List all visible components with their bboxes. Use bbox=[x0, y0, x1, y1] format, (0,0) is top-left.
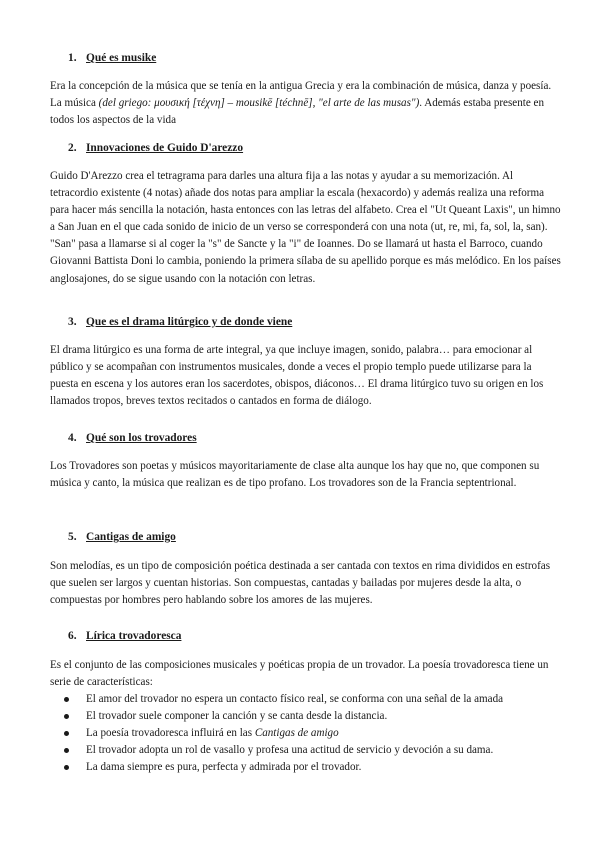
list-item bbox=[50, 708, 562, 725]
paragraph-text: . Además estaba presente en todos los aspectos de la vida bbox=[50, 97, 545, 127]
section-title: Qué son los trovadores bbox=[86, 432, 197, 444]
section-heading-2 bbox=[68, 142, 243, 154]
list-item-text: El trovador suele componer la canción y se canta desde la distancia. bbox=[86, 710, 388, 723]
section-number: 6. bbox=[68, 630, 77, 642]
list-item bbox=[50, 725, 562, 742]
section-paragraph-3: El drama litúrgico es una forma de arte integral, ya que incluye imagen, sonido, palabra… para emocionar al público y se acompañan con instrumentos musicales, donde a veces el propio templo puede utilizarse para la puesta en escena y los autores eran los sacerdotes, obispos, diáconos… El drama litúrgico tuvo su origen en los llamados tropos, breves textos recitados o cantados en forma de diálogo. bbox=[50, 344, 544, 408]
section-title: Cantigas de amigo bbox=[86, 531, 176, 543]
list-item-text: El amor del trovador no espera un contacto físico real, se conforma con una señal de la amada bbox=[86, 693, 504, 705]
section-number: 1. bbox=[68, 52, 77, 64]
bullet-icon bbox=[64, 731, 69, 736]
characteristics-list bbox=[50, 691, 562, 776]
section-paragraph-1 bbox=[50, 78, 562, 129]
list-item-text: La poesía trovadoresca influirá en las bbox=[86, 727, 255, 740]
section-heading-4 bbox=[68, 432, 197, 444]
bullet-icon bbox=[64, 714, 69, 719]
list-item-text: La dama siempre es pura, perfecta y admirada por el trovador. bbox=[86, 761, 362, 774]
section-title: Que es el drama litúrgico y de donde viene bbox=[86, 316, 293, 328]
list-item-italic-text: Cantigas de amigo bbox=[254, 727, 339, 740]
bullet-icon bbox=[64, 765, 69, 770]
section-paragraph-4: Los Trovadores son poetas y músicos mayoritariamente de clase alta aunque los hay que no, que componen su música y canto, la música que realizan es de tipo profano. Los trovadores son de la Francia septentrional. bbox=[50, 460, 540, 490]
list-item bbox=[50, 691, 562, 708]
section-paragraph-5: Son melodías, es un tipo de composición poética destinada a ser cantada con textos en rima divididos en estrofas que suelen ser largos y cuentan historias. Son compuestas, cantadas y bailadas por mujeres desde la alta, o compuestas por hombres pero hablando sobre los amores de las mujeres. bbox=[50, 560, 551, 607]
section-title: Innovaciones de Guido D'arezzo bbox=[86, 142, 244, 154]
section-title: Lírica trovadoresca bbox=[86, 630, 182, 642]
section-number: 5. bbox=[68, 531, 77, 543]
section-paragraph-2: Guido D'Arezzo crea el tetragrama para darles una altura fija a las notas y ayudar a su memorización. Al tetracordio existente (4 notas) añade dos notas para ampliar la escala (hexacordo) y además realiza una reforma para hacer más sencilla la notación, hasta entonces con las letras del alfabeto. Crea el "Ut Queant Laxis", un himno a San Juan en el que cada sonido de inicio de un verso se corresponderá con una nota (ut, re, mi, fa, sol, la, san). "San" pasa a llamarse si al coger la "s" de Sancte y la "i" de Ioannes. Do se llamará ut hasta el Barroco, cuando Giovanni Battista Doni lo cambia, poniendo la primera sílaba de su apellido porque es más melódico. En los países anglosajones, do se sigue usando con la notación con letras. bbox=[50, 170, 561, 285]
bullet-icon bbox=[64, 697, 69, 702]
paragraph-text: Era la concepción de la música que se tenía en la antigua Grecia y era la combinación de música, danza y poesía. La música bbox=[50, 80, 552, 110]
list-item bbox=[50, 759, 562, 776]
section-heading-3 bbox=[68, 316, 292, 328]
section-number: 2. bbox=[68, 142, 77, 154]
section-number: 3. bbox=[68, 316, 77, 328]
section-heading-5 bbox=[68, 531, 176, 543]
section-paragraph-6: Es el conjunto de las composiciones musicales y poéticas propia de un trovador. La poesía trovadoresca tiene un serie de características: bbox=[50, 659, 549, 689]
section-number: 4. bbox=[68, 432, 77, 444]
section-heading-6 bbox=[68, 630, 181, 642]
section-heading-1 bbox=[68, 52, 156, 64]
bullet-icon bbox=[64, 748, 69, 753]
section-title: Qué es musike bbox=[86, 52, 157, 64]
list-item-text: El trovador adopta un rol de vasallo y profesa una actitud de servicio y devoción a su dama. bbox=[86, 744, 494, 757]
paragraph-italic-text: (del griego: μουσική [τέχνη] – mousikē [téchnē], "el arte de las musas") bbox=[98, 97, 420, 110]
list-item bbox=[50, 742, 562, 759]
